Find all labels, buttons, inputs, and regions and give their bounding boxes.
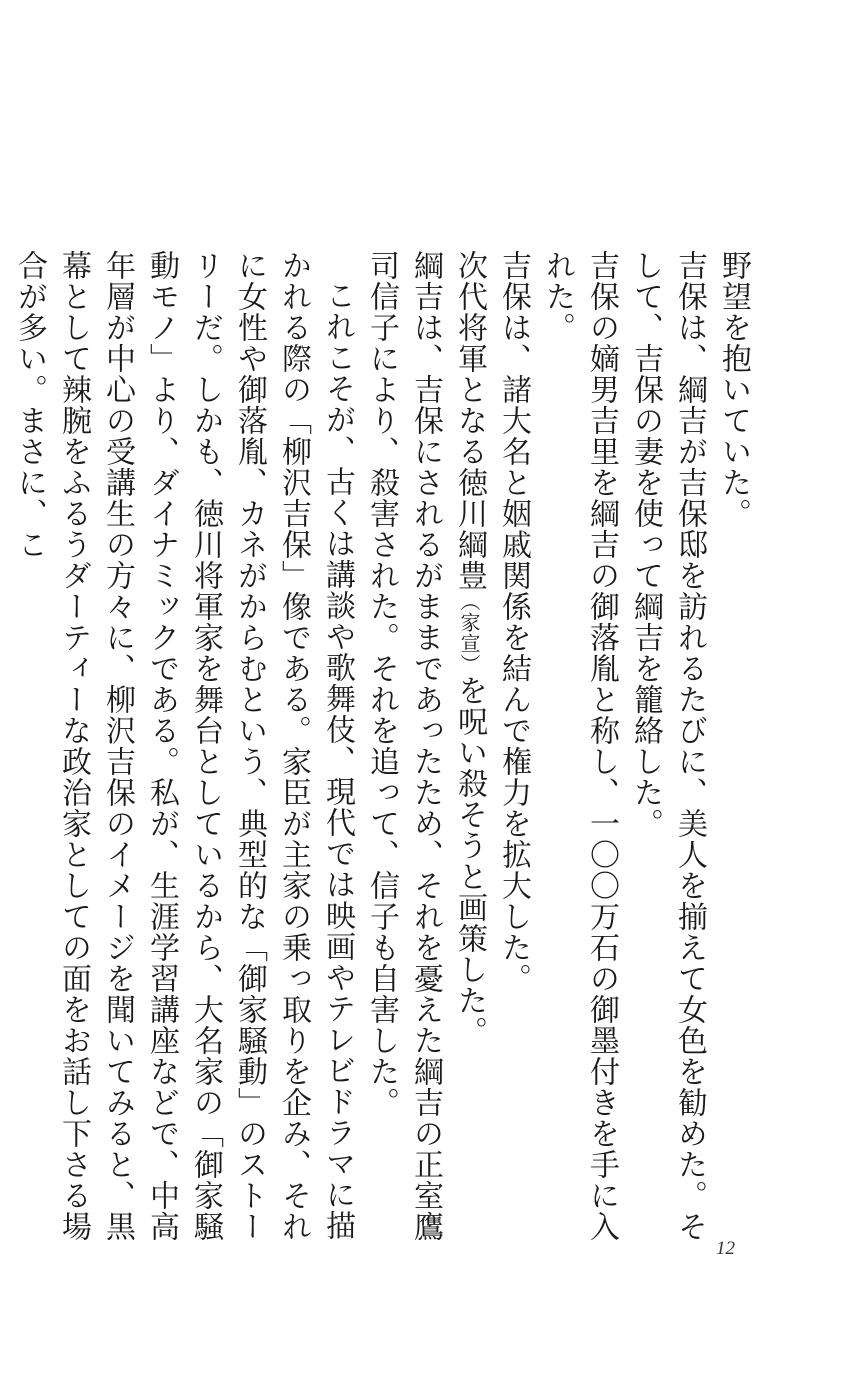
paragraph-6: 綱吉は、吉保にされるがままであったため、それを憂えた綱吉の正室鷹司信子により、殺害された。それを追って、信子も自害した。 (364, 250, 443, 1242)
paragraph-5-before: 次代将軍となる徳川綱豊 (452, 250, 487, 591)
vertical-text-block (12, 250, 755, 1250)
page-number: 12 (716, 1238, 735, 1259)
paragraph-5-small-annotation: （家宣） (457, 591, 481, 675)
paragraph-5-after: を呪い殺そうと画策した。 (452, 675, 487, 1047)
paragraph-1: 野望を抱いていた。 (716, 250, 751, 529)
paragraph-5 (447, 250, 491, 1250)
paragraph-4: 吉保は、諸大名と姻戚関係を結んで権力を拡大した。 (496, 250, 531, 994)
paragraph-3: 吉保の嫡男吉里を綱吉の御落胤と称し、一〇〇万石の御墨付きを手に入れた。 (540, 250, 619, 1242)
paragraph-7: これこそが、古くは講談や歌舞伎、現代では映画やテレビドラマに描かれる際の「柳沢吉保」像である。家臣が主家の乗っ取りを企み、それに女性や御落胤、カネがからむという、典型的な「御家騒動」のストーリーだ。しかも、徳川将軍家を舞台としているから、大名家の「御家騒動モノ」より、ダイナミックである。私が、生涯学習講座などで、中高年層が中心の受講生の方々に、柳沢吉保のイメージを聞いてみると、黒幕として辣腕をふるうダーティーな政治家としての面をお話し下さる場合が多い。まさに、こ (12, 250, 355, 1242)
paragraph-2: 吉保は、綱吉が吉保邸を訪れるたびに、美人を揃えて女色を勧めた。そして、吉保の妻を使って綱吉を籠絡した。 (628, 250, 707, 1242)
